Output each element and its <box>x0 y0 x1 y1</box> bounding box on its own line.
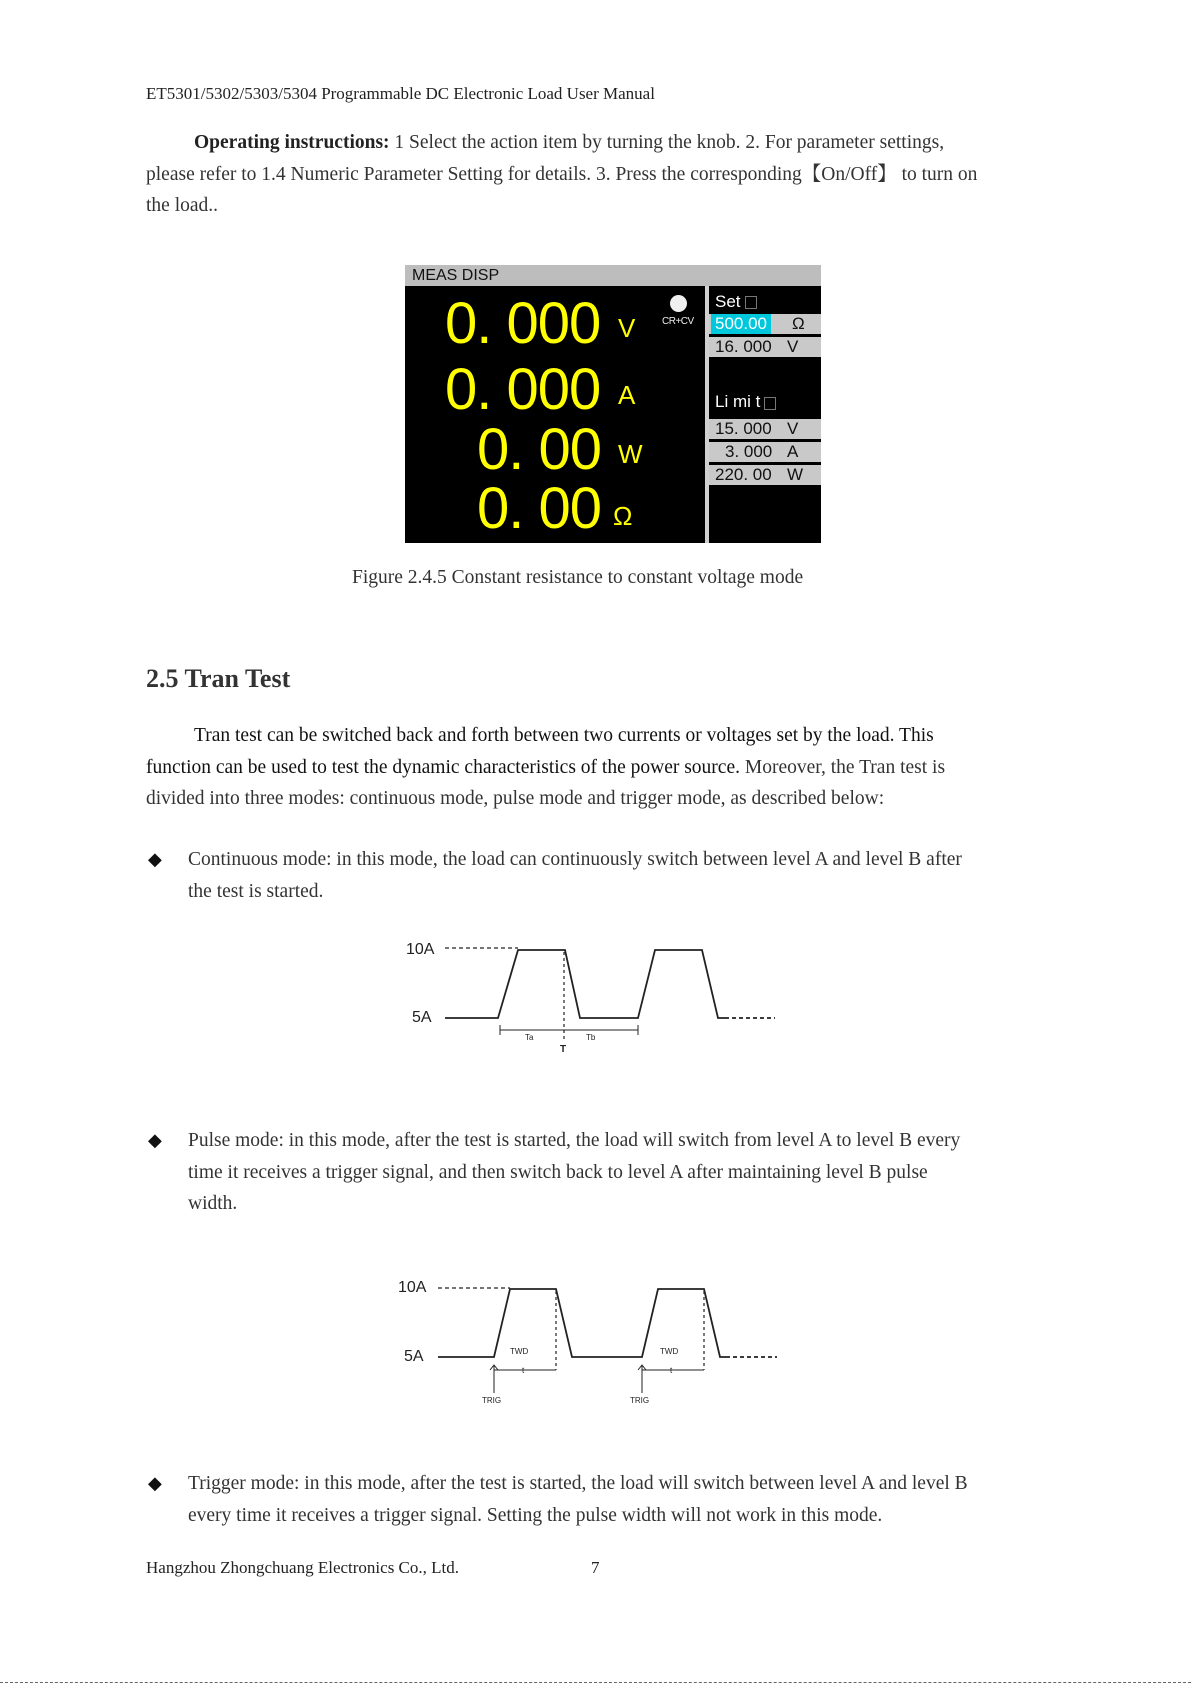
diagram2-trig-arrows <box>494 1365 642 1393</box>
limit-row-value: 15. 000 <box>715 419 772 438</box>
voltage-unit: V <box>618 313 636 343</box>
diagram2-trig-label-2: TRIG <box>630 1396 650 1405</box>
set-box-icon <box>745 296 757 309</box>
footer-company: Hangzhou Zhongchuang Electronics Co., Ltd. <box>146 1558 460 1577</box>
resistance-unit: Ω <box>613 501 633 531</box>
intro-line1: 1 Select the action item by turning the knob. 2. For parameter settings, <box>394 132 945 153</box>
set-row-voltage <box>709 337 821 357</box>
page-bottom-rule <box>0 1682 1191 1683</box>
tran-line1: Tran test can be switched back and forth between two currents or voltages set by the load. This <box>194 725 934 746</box>
tran-line2a: function can be used to test the dynamic characteristics of the power source. <box>146 756 740 778</box>
section-title: 2.5 Tran Test <box>146 664 291 693</box>
continuous-waveform-diagram <box>400 930 790 1060</box>
continuous-mode-text <box>188 844 1048 907</box>
diagram2-trig-label-1: TRIG <box>482 1396 502 1405</box>
set-row-unit: Ω <box>792 314 805 333</box>
bullet-icon: ◆ <box>148 1473 162 1493</box>
diagram1-low-label: 5A <box>412 1009 432 1026</box>
mode-label: CR+CV <box>662 316 694 327</box>
set-label: Set <box>715 292 741 311</box>
bullet-icon: ◆ <box>148 1130 162 1150</box>
pulse-mode-text <box>188 1125 1048 1220</box>
intro-paragraph <box>146 127 1046 222</box>
trigger-mode-text <box>188 1468 1048 1531</box>
diagram2-low-label: 5A <box>404 1348 424 1365</box>
trigger-line1: Trigger mode: in this mode, after the test is started, the load will switch between level A and level B <box>188 1473 968 1494</box>
resistance-readout: 0. 00 <box>477 476 601 541</box>
limit-row-voltage <box>709 419 821 439</box>
diagram2-waveform <box>438 1289 726 1357</box>
voltage-readout: 0. 000 <box>445 291 601 356</box>
limit-box-icon <box>764 397 776 410</box>
figure-caption: Figure 2.4.5 Constant resistance to constant voltage mode <box>352 567 804 588</box>
pulse-line2: time it receives a trigger signal, and then switch back to level A after maintaining level B pulse <box>188 1161 928 1183</box>
diagram2-trig-heads <box>490 1365 646 1370</box>
diagram1-high-label: 10A <box>406 941 435 958</box>
diagram1-t-label: T <box>560 1044 567 1055</box>
tran-line2b: Moreover, the Tran test is <box>740 756 946 778</box>
pulse-line3: width. <box>188 1193 238 1214</box>
diagram2-t-label-1: t <box>522 1366 525 1375</box>
limit-label: Li mi t <box>715 392 761 411</box>
set-row-resistance <box>709 314 821 334</box>
page-number: 7 <box>591 1558 600 1577</box>
pulse-line1: Pulse mode: in this mode, after the test is started, the load will switch from level A to level B every <box>188 1130 961 1151</box>
current-readout: 0. 000 <box>445 357 601 422</box>
set-row-value: 16. 000 <box>715 337 772 356</box>
limit-row-unit: W <box>787 465 804 484</box>
limit-row-unit: A <box>787 442 799 461</box>
page-header: ET5301/5302/5303/5304 Programmable DC Electronic Load User Manual <box>146 84 655 103</box>
limit-row-value: 220. 00 <box>715 465 772 484</box>
limit-row-current <box>709 442 821 462</box>
bullet-icon: ◆ <box>148 849 162 869</box>
limit-row-power <box>709 465 821 485</box>
diagram1-tb-label: Tb <box>586 1033 596 1042</box>
diagram1-ta-label: Ta <box>525 1033 534 1042</box>
diagram2-t-label-2: t <box>670 1366 673 1375</box>
status-dot-icon <box>670 295 687 312</box>
continuous-line2: the test is started. <box>188 880 324 902</box>
power-unit: W <box>618 439 643 469</box>
pulse-waveform-diagram <box>392 1270 792 1410</box>
intro-line3: the load.. <box>146 195 219 216</box>
set-row-unit: V <box>787 337 799 356</box>
power-readout: 0. 00 <box>477 417 601 482</box>
intro-line2: please refer to 1.4 Numeric Parameter Setting for details. 3. Press the corresponding【On/Off】 to turn on <box>146 163 978 185</box>
limit-row-unit: V <box>787 419 799 438</box>
current-unit: A <box>618 380 636 410</box>
diagram2-twd-label-2: TWD <box>660 1347 679 1356</box>
diagram1-waveform <box>445 950 725 1018</box>
continuous-line1: Continuous mode: in this mode, the load can continuously switch between level A and level B after <box>188 849 962 870</box>
tran-paragraph <box>146 720 1046 815</box>
diagram2-width-markers <box>556 1291 704 1370</box>
diagram2-twd-label-1: TWD <box>510 1347 529 1356</box>
set-row-value: 500.00 <box>711 314 771 334</box>
diagram2-high-label: 10A <box>398 1279 427 1296</box>
tran-line3: divided into three modes: continuous mode, pulse mode and trigger mode, as described below: <box>146 788 885 809</box>
instrument-screen <box>405 265 821 543</box>
limit-row-value: 3. 000 <box>725 442 773 461</box>
screen-title: MEAS DISP <box>405 265 821 286</box>
trigger-line2: every time it receives a trigger signal. Setting the pulse width will not work in this mode. <box>188 1504 883 1526</box>
intro-bold: Operating instructions: <box>194 132 390 153</box>
